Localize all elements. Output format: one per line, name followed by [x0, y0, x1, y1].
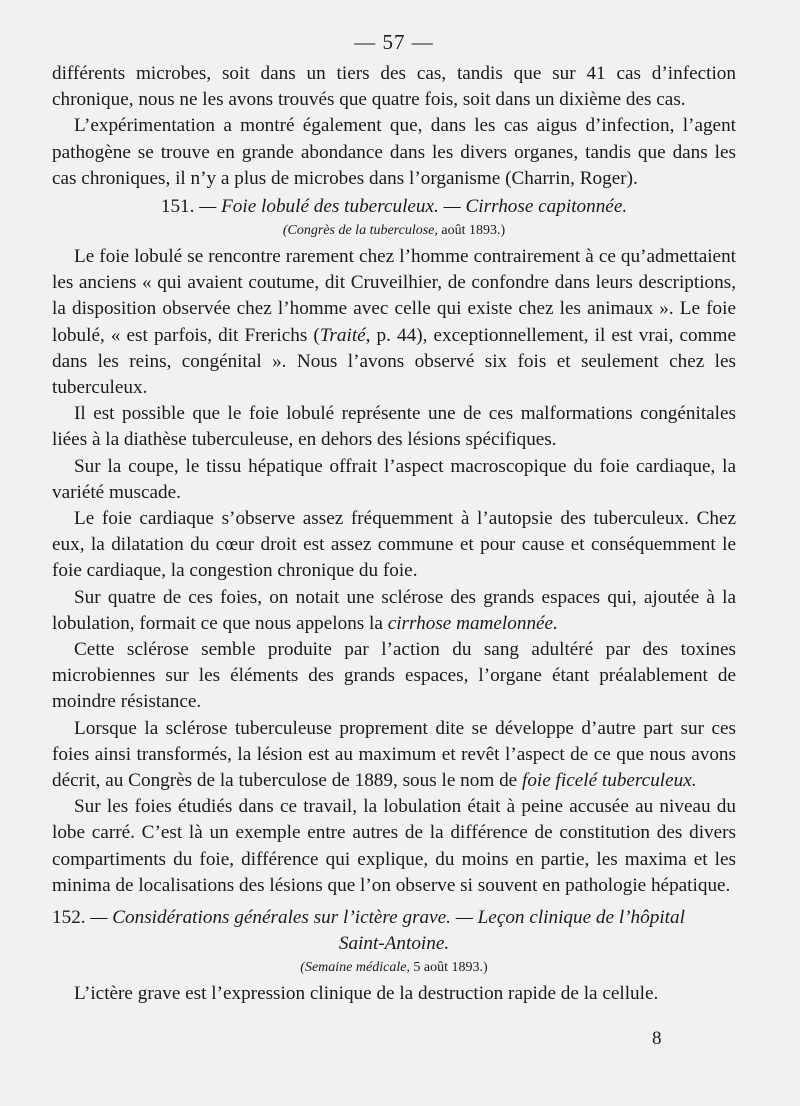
signature-mark: 8 [652, 1028, 662, 1049]
citation-date: août 1893.) [441, 223, 506, 239]
section-title: — Foie lobulé des tuberculeux. — Cirrhose capitonnée. [199, 196, 628, 218]
section-number: 151. [160, 196, 195, 218]
term-italic: cirrhose mamelonnée. [387, 612, 558, 634]
text-run: Sur quatre de ces foies, on notait une sclérose des grands espaces qui, ajoutée à la lobulation, formait ce que nous appelons la [52, 586, 736, 634]
paragraph: Cette sclérose semble produite par l’action du sang adultéré par des toxines microbiennes sur les éléments des grands espaces, l’organe étant préalablement de moindre résistance. [52, 639, 736, 713]
section-152-citation [52, 957, 736, 979]
section-152-title-cont: Saint-Antoine. [338, 933, 450, 955]
term-italic: foie ficelé tuberculeux. [521, 770, 697, 792]
citation-source: (Congrès de la tuberculose, [282, 223, 438, 239]
paragraph: Sur les foies étudiés dans ce travail, la lobulation était à peine accusée au niveau du lobe carré. C’est là un exemple entre autres de la différence de constitution des divers compartiments du foie, différence qui explique, du moins en partie, les maxima et les minima de localisations des lésions que l’on observe si souvent en pathologie hépatique. [52, 796, 736, 896]
paragraph: Il est possible que le foie lobulé représente une de ces malformations congénitales liées à la diathèse tuberculeuse, en dehors des lésions spécifiques. [52, 403, 736, 451]
text-run: , p. 44), exceptionnellement, il est vrai, comme dans les reins, congénital ». Nous l’avons observé six fois et seulement chez les tuberculeux. [52, 324, 736, 399]
paragraph [52, 716, 736, 795]
paragraph: L’expérimentation a montré également que, dans les cas aigus d’infection, l’agent pathogène se trouve en grande abondance dans les divers organes, tandis que dans les cas chroniques, il n’y a plus de microbes dans l’organisme (Charrin, Roger). [52, 115, 736, 189]
paragraph: Sur la coupe, le tissu hépatique offrait l’aspect macroscopique du foie cardiaque, la variété muscade. [52, 455, 736, 503]
section-151-heading [52, 194, 736, 220]
page-number: — 57 — [354, 30, 434, 54]
paragraph [52, 585, 736, 637]
paragraph [52, 244, 736, 401]
text-run: Lorsque la sclérose tuberculeuse proprement dite se développe d’autre part sur ces foies ainsi transformés, la lésion est au maximum et revêt l’aspect de ce que nous avons décrit, au Congrès de la tuberculose de 1889, sous le nom de [52, 717, 736, 792]
section-number: 152. [52, 907, 86, 929]
paragraph: différents microbes, soit dans un tiers des cas, tandis que sur 41 cas d’infection chronique, nous ne les avons trouvés que quatre fois, soit dans un dixième des cas. [52, 63, 736, 111]
text-run: Le foie lobulé se rencontre rarement chez l’homme contrairement à ce qu’admettaient les anciens « qui avaient coutume, dit Cruveilhier, de confondre dans leurs descriptions, la disposition observée chez l’homme avec celle qui existe chez les animaux ». Le foie lobulé, « est parfois, dit Frerichs ( [52, 246, 736, 346]
section-title: — Considérations générales sur l’ictère grave. — Leçon clinique de l’hôpital [90, 907, 685, 929]
section-152-heading [52, 905, 736, 931]
reference-italic: Traité [319, 324, 366, 346]
citation-source: (Semaine médicale, [300, 960, 410, 976]
paragraph: L’ictère grave est l’expression clinique de la destruction rapide de la cellule. [74, 983, 659, 1005]
citation-date: 5 août 1893.) [413, 960, 488, 976]
document-page [52, 30, 736, 1007]
paragraph: Le foie cardiaque s’observe assez fréquemment à l’autopsie des tuberculeux. Chez eux, la dilatation du cœur droit est assez commune et pour cause et conséquemment le foie cardiaque, la congestion chronique du foie. [52, 508, 736, 582]
section-151-citation [52, 220, 736, 242]
